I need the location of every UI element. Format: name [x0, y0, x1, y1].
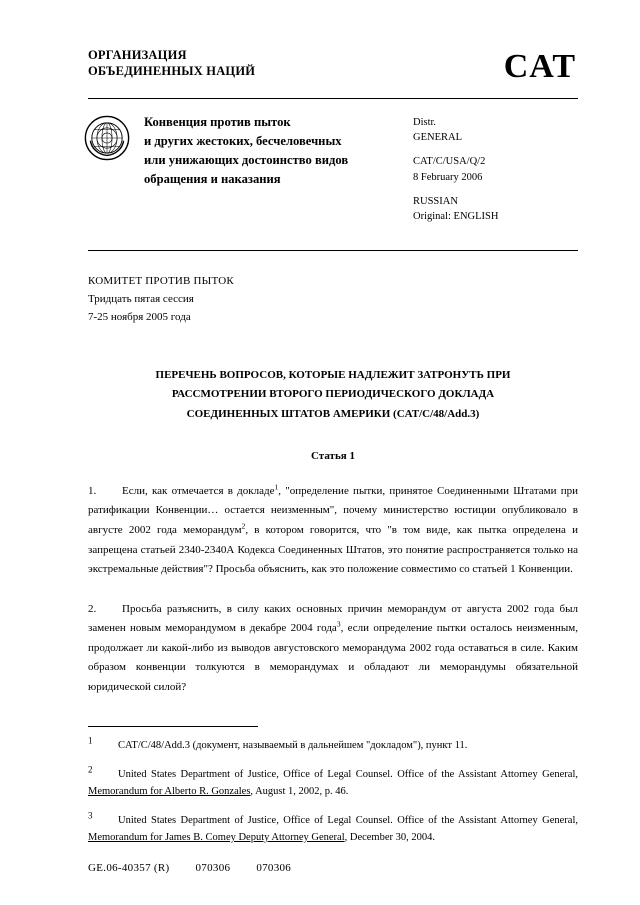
paragraph-2-text-part-1: Просьба разъяснить, в силу каких основных причин меморандум от августа 2002 года был заменен новым меморандумом в декабре 2004 года: [88, 602, 578, 635]
committee-dates: 7-25 ноября 2005 года: [88, 310, 191, 323]
symbol-group: [413, 154, 578, 184]
footer-date-1: 070306: [195, 861, 231, 874]
convention-title-line-4: обращения и наказания: [144, 171, 281, 186]
organization-line-1: ОРГАНИЗАЦИЯ: [88, 48, 187, 62]
document-date: 8 February 2006: [413, 171, 483, 183]
paragraph-1-text-part-3: , в котором говорится, что "в том виде, как пытка определена и запрещена статьей 2340-2340А Кодекса Соединенных Штатов, это понятие распространяется только на экстремальные действия"? Просьба объяснить, как это положение совместимо со статьей 1 Конвенции.: [88, 524, 579, 576]
convention-block: [88, 99, 578, 236]
paragraph-2-number: 2.: [88, 602, 97, 615]
footnote-ref-3[interactable]: 3: [336, 619, 341, 629]
footnote-item: [88, 766, 578, 800]
document-symbol-logo: CAT: [503, 48, 576, 85]
footnote-text-3-before: United States Department of Justice, Office of Legal Counsel. Office of the Assistant Attorney General,: [118, 814, 578, 826]
document-language: RUSSIAN: [413, 195, 458, 207]
organization-name: [88, 48, 255, 79]
footnote-text-2-title: Memorandum for Alberto R. Gonzales: [88, 785, 251, 797]
page-title-line-1: ПЕРЕЧЕНЬ ВОПРОСОВ, КОТОРЫЕ НАДЛЕЖИТ ЗАТРОНУТЬ ПРИ: [155, 369, 511, 382]
committee-session: Тридцать пятая сессия: [88, 292, 194, 305]
footnote-marker-2: 2: [88, 764, 93, 775]
footnote-marker: [88, 737, 118, 754]
footnote-separator: [88, 726, 258, 727]
page-title-line-2: РАССМОТРЕНИИ ВТОРОГО ПЕРИОДИЧЕСКОГО ДОКЛАДА: [171, 388, 495, 401]
document-original-language: Original: ENGLISH: [413, 211, 499, 223]
distribution-group: [413, 115, 578, 145]
page-title: [88, 366, 578, 424]
footnote-ref-1[interactable]: 1: [274, 482, 279, 492]
document-symbol: CAT/C/USA/Q/2: [413, 156, 486, 168]
footer-document-code: GE.06-40357 (R): [88, 861, 170, 874]
paragraph-1-number: 1.: [88, 484, 97, 497]
header-divider-bottom: [88, 250, 578, 251]
language-group: [413, 194, 578, 224]
footnote-text-2-after: , August 1, 2002, p. 46.: [250, 785, 349, 797]
page-title-line-3: СОЕДИНЕННЫХ ШТАТОВ АМЕРИКИ (CAT/C/48/Add.3): [186, 407, 480, 420]
footer: [88, 862, 578, 874]
footnote-marker: [88, 812, 118, 829]
un-masthead: [88, 48, 578, 84]
footnotes: [88, 737, 578, 846]
footnote-item: [88, 812, 578, 846]
paragraph-2: [88, 600, 578, 698]
footnote-marker-1: 1: [88, 735, 93, 746]
article-heading: Статья 1: [311, 449, 355, 462]
paragraph-1-text-part-2: , "определение пытки, принятое Соединенными Штатами при ратификации Конвенции… остается неизменным", почему министерство юстиции опубликовало в августе 2002 года меморандум: [88, 484, 579, 536]
footnote-ref-2[interactable]: 2: [241, 521, 246, 531]
distr-label: Distr.: [413, 117, 437, 128]
footnote-marker-3: 3: [88, 810, 93, 821]
paragraph-1-text-part-1: Если, как отмечается в докладе: [122, 484, 275, 497]
footnote-marker: [88, 766, 118, 783]
footnote-text-3-after: , December 30, 2004.: [344, 831, 435, 843]
footnote-text-1: CAT/C/48/Add.3 (документ, называемый в дальнейшем "докладом"), пункт 11.: [118, 739, 468, 751]
footnote-item: [88, 737, 578, 754]
convention-title-line-3: или унижающих достоинство видов: [144, 152, 349, 167]
convention-title-line-2: и других жестоких, бесчеловечных: [144, 133, 342, 148]
distr-value: GENERAL: [413, 132, 462, 144]
organization-line-2: ОБЪЕДИНЕННЫХ НАЦИЙ: [88, 63, 256, 78]
convention-title-line-1: Конвенция против пыток: [144, 115, 291, 129]
paragraph-2-text-part-2: , если определение пытки осталось неизменным, продолжает ли какой-либо из выводов августовского меморандума 2002 года оставаться в силе. Каким образом конвенции толкуются в меморандумах и обладают ли меморандумы обязательной юридической силой?: [88, 622, 578, 694]
footnote-text-2-before: United States Department of Justice, Office of Legal Counsel. Office of the Assistant Attorney General,: [118, 768, 578, 780]
un-emblem-icon: [84, 115, 130, 161]
footer-date-2: 070306: [256, 861, 292, 874]
footnote-text-3-title: Memorandum for James B. Comey Deputy Attorney General: [88, 831, 345, 843]
committee-block: [88, 273, 578, 326]
distribution-block: [413, 113, 578, 224]
convention-title: [130, 113, 413, 189]
paragraph-1: [88, 482, 578, 580]
committee-name: КОМИТЕТ ПРОТИВ ПЫТОК: [88, 275, 234, 288]
